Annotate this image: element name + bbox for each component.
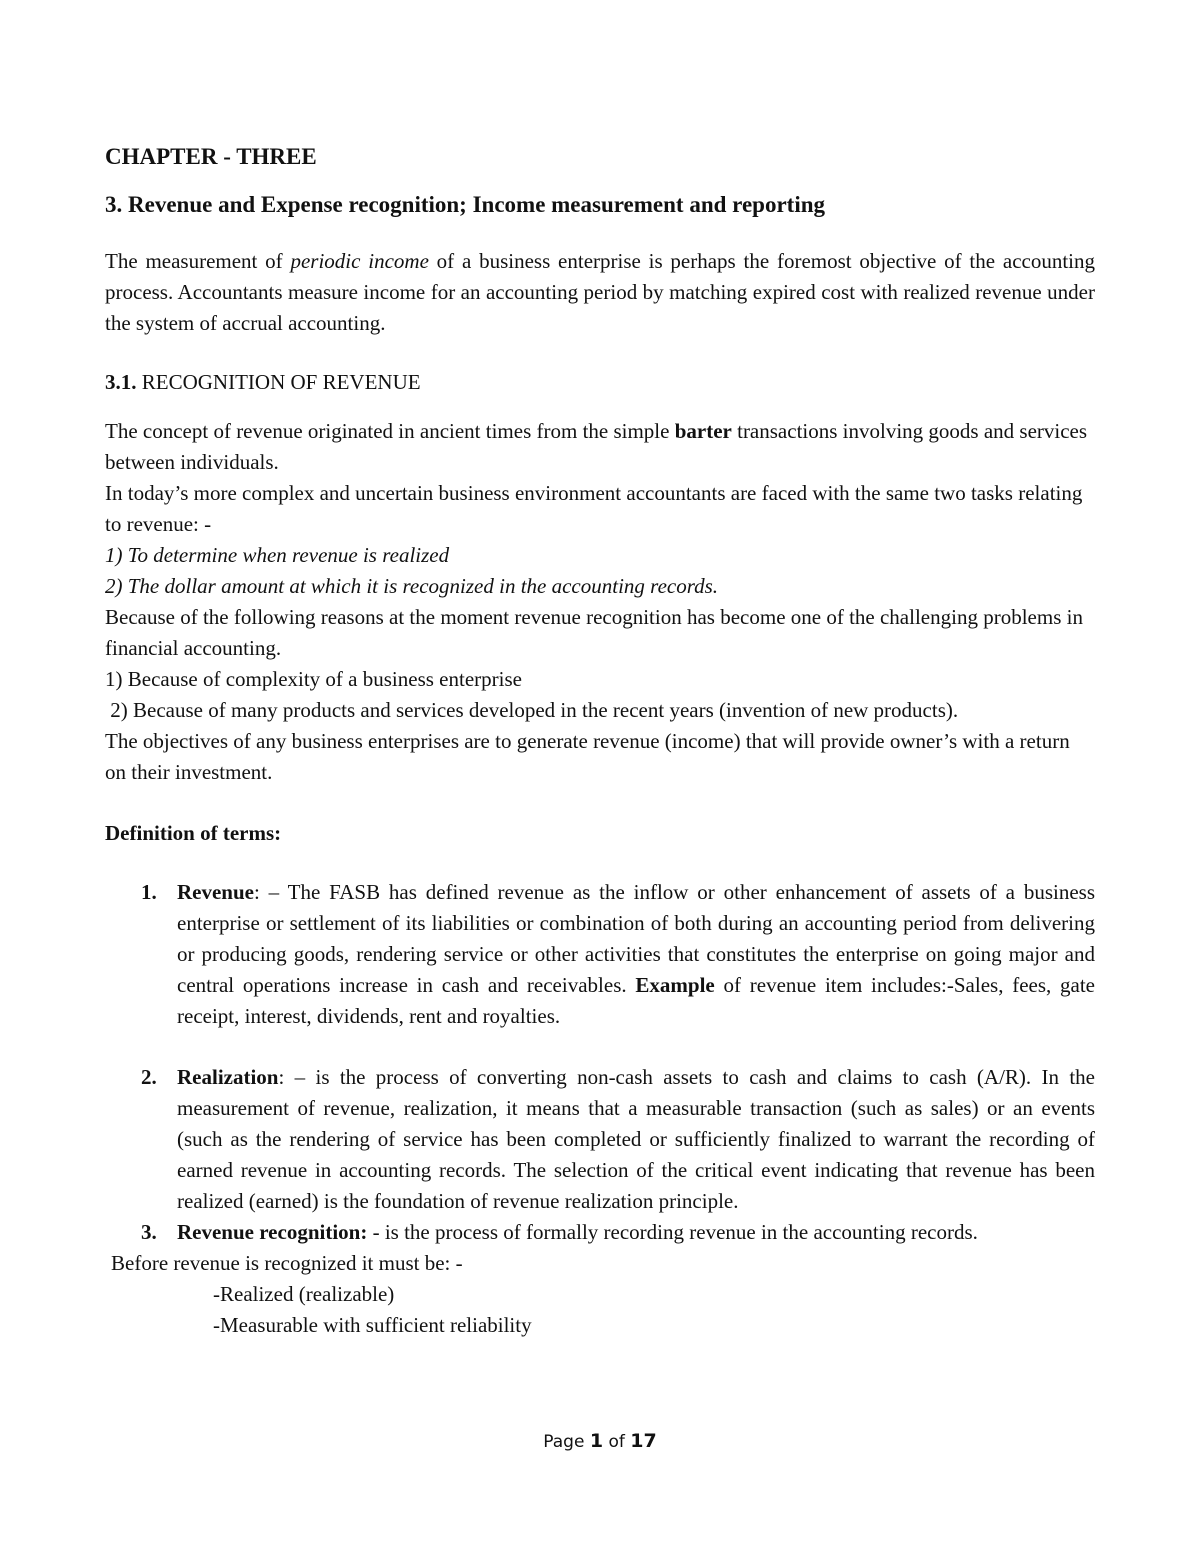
concept-post: transactions involving goods and services between individuals.: [105, 419, 1088, 474]
footer-page-label: Page: [543, 1432, 585, 1452]
section-title: RECOGNITION OF REVENUE: [141, 370, 421, 394]
definition-number: 1.: [141, 880, 157, 904]
task-1: [105, 540, 1095, 571]
intro-post: of a business enterprise is perhaps the foremost objective of the accounting process. Accountants measure income for an accounting period by matching expired cost with realized revenue under the system of accrual accounting.: [105, 249, 1096, 335]
intro-pre: The measurement of: [105, 249, 291, 273]
reason-2: [105, 695, 1095, 726]
definition-text: is the process of formally recording revenue in the accounting records.: [384, 1220, 978, 1244]
page-content: [105, 140, 1095, 1341]
reason-1: 1) Because of complexity of a business enterprise: [105, 667, 522, 691]
page-footer: [0, 1430, 1200, 1452]
task-2-text: 2) The dollar amount at which it is recognized in the accounting records.: [105, 574, 719, 598]
objectives-paragraph: The objectives of any business enterprises are to generate revenue (income) that will provide owner’s with a return on their investment.: [105, 729, 1070, 784]
footer-page-total: 17: [630, 1430, 657, 1452]
definition-item: [105, 1217, 1095, 1248]
before-recognized: Before revenue is recognized it must be: -: [111, 1251, 463, 1275]
footer-of-label: of: [608, 1432, 625, 1452]
chapter-heading: CHAPTER - THREE: [105, 144, 317, 169]
section-number: 3.1.: [105, 370, 137, 394]
reason-2-text: 2) Because of many products and services developed in the recent years (invention of new products).: [110, 698, 959, 722]
definition-example-text: of revenue item includes:-Sales, fees, gate receipt, interest, dividends, rent and royalties.: [177, 973, 1096, 1028]
because-paragraph: Because of the following reasons at the moment revenue recognition has become one of the challenging problems in financial accounting.: [105, 605, 1083, 660]
definition-text: The FASB has defined revenue as the inflow or other enhancement of assets of a business enterprise or settlement of its liabilities or combination of both during an accounting period from delivering or producing goods, rendering service or other activities that constitutes the enterprise on going major and central operations increase in cash and receivables.: [177, 880, 1095, 997]
condition-2: -Measurable with sufficient reliability: [213, 1313, 532, 1337]
definitions-heading: Definition of terms:: [105, 821, 282, 845]
definitions-list: [105, 877, 1095, 1248]
definition-text: is the process of converting non-cash assets to cash and claims to cash (A/R). In the measurement of revenue, realization, it means that a measurable transaction (such as sales) or an events (such as the rendering of service has been completed or sufficiently finalized to warrant the recording of earned revenue in accounting records. The selection of the critical event indicating that revenue has been realized (earned) is the foundation of revenue realization principle.: [177, 1065, 1095, 1213]
concept-pre: The concept of revenue originated in ancient times from the simple: [105, 419, 675, 443]
definition-term: Realization: [177, 1065, 279, 1089]
intro-italic: periodic income: [290, 249, 429, 273]
chapter-title: 3. Revenue and Expense recognition; Income measurement and reporting: [105, 192, 826, 217]
today-paragraph: In today’s more complex and uncertain business environment accountants are faced with the same two tasks relating to revenue: -: [105, 481, 1083, 536]
task-2: [105, 571, 1095, 602]
condition-1: -Realized (realizable): [213, 1282, 395, 1306]
definition-term: Revenue recognition:: [177, 1220, 368, 1244]
section-heading: [105, 367, 1095, 398]
definition-item: [105, 877, 1095, 1032]
definition-sep: : –: [278, 1065, 316, 1089]
definition-term: Revenue: [177, 880, 254, 904]
definition-number: 3.: [141, 1220, 157, 1244]
concept-bold: barter: [674, 419, 732, 443]
definition-item: [105, 1062, 1095, 1217]
definition-sep: -: [367, 1220, 385, 1244]
footer-page-number: 1: [589, 1430, 604, 1452]
concept-paragraph: [105, 416, 1095, 478]
definition-number: 2.: [141, 1065, 157, 1089]
intro-paragraph: [105, 246, 1095, 339]
task-1-text: 1) To determine when revenue is realized: [105, 543, 450, 567]
definition-example-label: Example: [635, 973, 715, 997]
definition-sep: : –: [254, 880, 288, 904]
